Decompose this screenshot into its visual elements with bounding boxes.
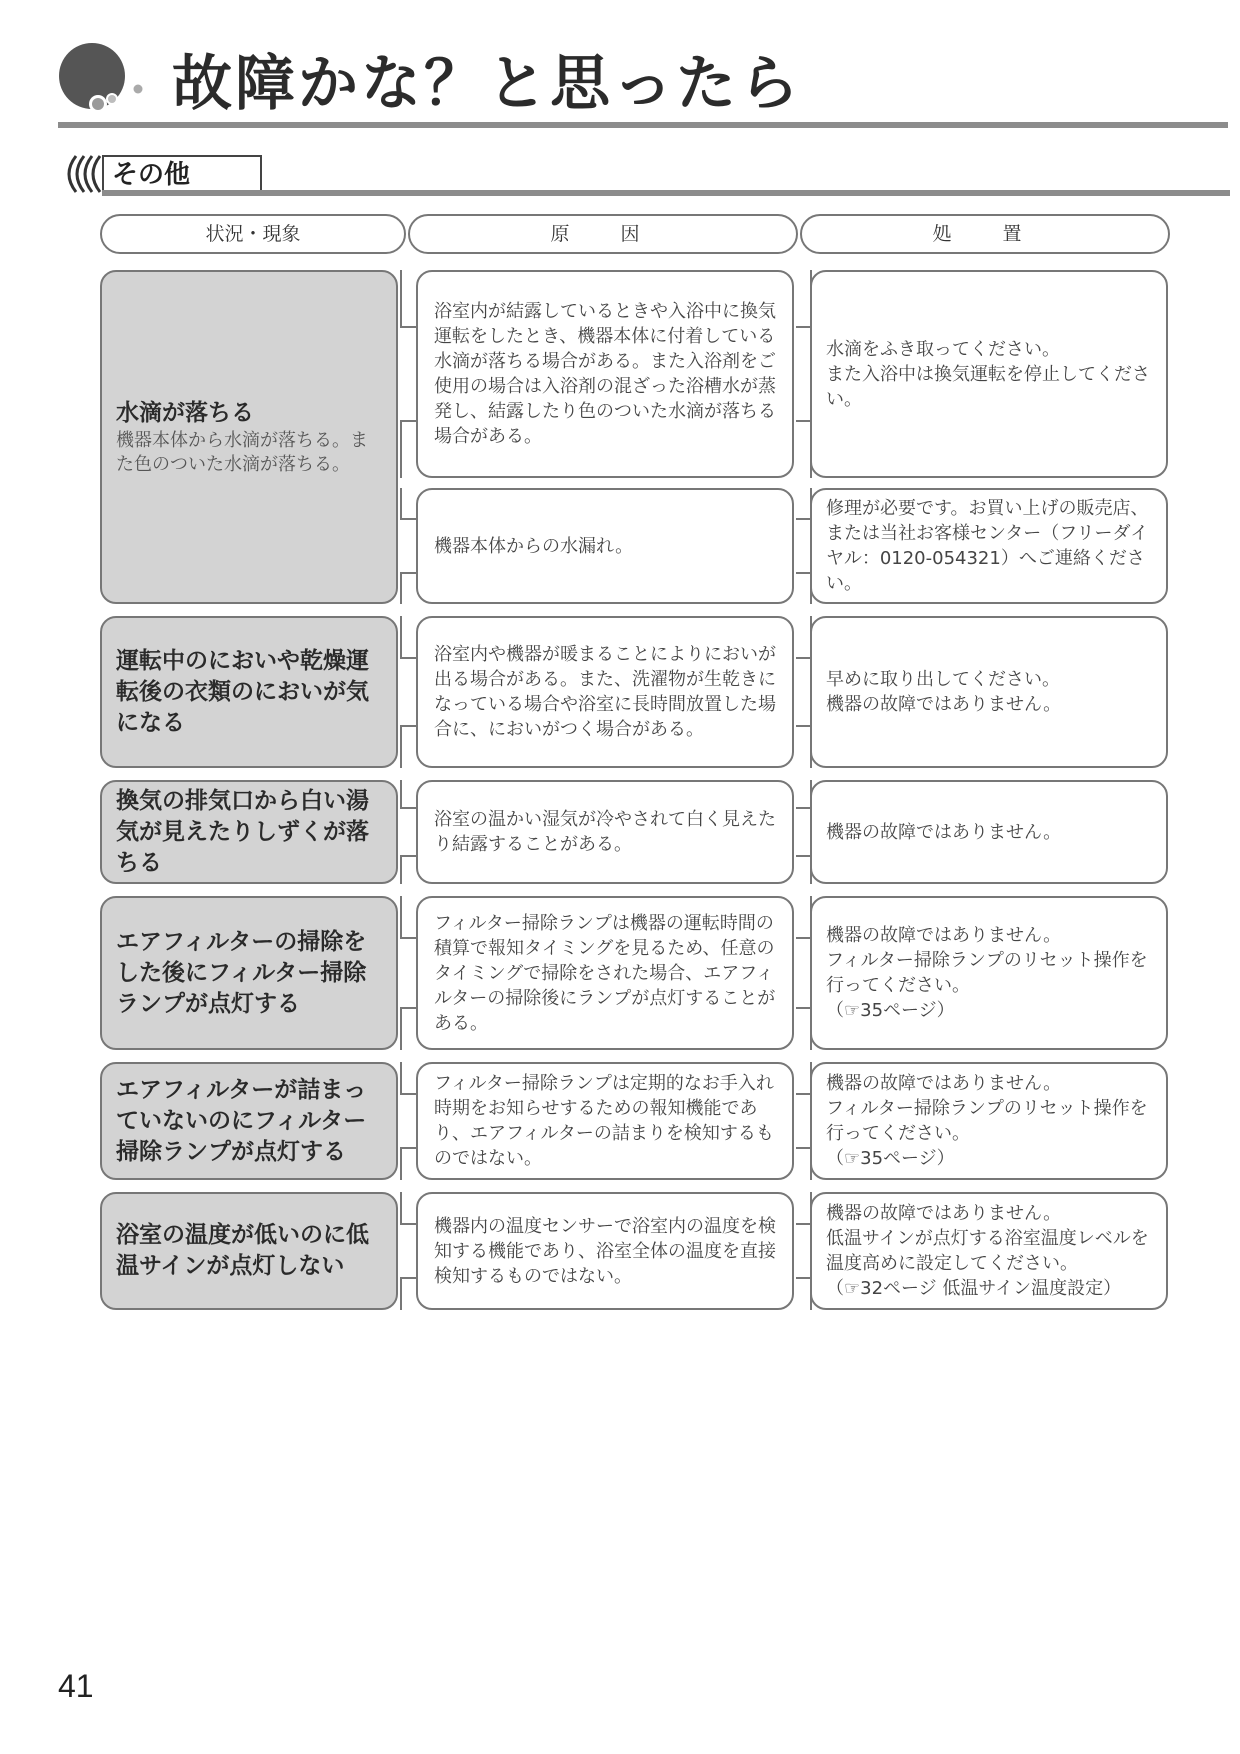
- page-title: 故障かな？と思ったら: [172, 49, 802, 119]
- cause-box: [416, 488, 794, 604]
- cause-box: [416, 616, 794, 768]
- symptom-title: エアフィルターの掃除をした後にフィルター掃除ランプが点灯する: [116, 928, 367, 1017]
- remedy-box: [810, 1192, 1168, 1310]
- cause-text: 浴室内が結露しているときや入浴中に換気運転をしたとき、機器本体に付着している水滴が落ちる場合がある。また入浴剤をご使用の場合は入浴剤の混ざった浴槽水が蒸発し、結露したり色のついた水滴が落ちる場合がある。: [434, 301, 776, 447]
- remedy-text: 機器の故障ではありません。: [826, 821, 1062, 843]
- symptom-box: [100, 616, 398, 768]
- title-divider: [58, 122, 1228, 128]
- symptom-box: [100, 1192, 398, 1310]
- remedy-text: 機器の故障ではありません。 フィルター掃除ランプのリセット操作を行ってください。 （☞35ページ）: [826, 1073, 1148, 1169]
- symptom-box: [100, 896, 398, 1050]
- cause-text: フィルター掃除ランプは定期的なお手入れ時期をお知らせするための報知機能であり、エアフィルターの詰まりを検知するものではない。: [434, 1073, 774, 1169]
- column-header-symptom: 状況・現象: [100, 214, 406, 254]
- bracket-left: [400, 616, 416, 768]
- cause-text: 浴室内や機器が暖まることによりにおいが出る場合がある。また、洗濯物が生乾きになっている場合や浴室に長時間放置した場合に、においがつく場合がある。: [434, 644, 776, 740]
- symptom-title: 水滴が落ちる: [116, 399, 254, 426]
- section-divider: [102, 190, 1230, 196]
- remedy-text: 機器の故障ではありません。 フィルター掃除ランプのリセット操作を行ってください。 （☞35ページ）: [826, 925, 1148, 1021]
- column-header-remedy: 処 置: [800, 214, 1170, 254]
- section-marker-icon: [58, 154, 108, 194]
- column-header-cause: 原 因: [408, 214, 798, 254]
- symptom-title: エアフィルターが詰まっていないのにフィルター掃除ランプが点灯する: [116, 1076, 367, 1165]
- remedy-text: 早めに取り出してください。 機器の故障ではありません。: [826, 669, 1062, 715]
- section-title: その他: [102, 155, 262, 191]
- remedy-text: 修理が必要です。お買い上げの販売店、または当社お客様センター（フリーダイヤル：0120-054321）へご連絡ください。: [826, 498, 1149, 594]
- bracket-left: [400, 1062, 416, 1180]
- title-bullet-icon: [58, 42, 148, 117]
- symptom-title: 運転中のにおいや乾燥運転後の衣類のにおいが気になる: [116, 647, 369, 736]
- remedy-box: [810, 616, 1168, 768]
- cause-box: [416, 1192, 794, 1310]
- cause-text: 機器本体からの水漏れ。: [434, 535, 634, 557]
- bracket-left: [400, 896, 416, 1050]
- remedy-box: [810, 1062, 1168, 1180]
- cause-text: 機器内の温度センサーで浴室内の温度を検知する機能であり、浴室全体の温度を直接検知するものではない。: [434, 1215, 776, 1287]
- symptom-detail: 機器本体から水滴が落ちる。また色のついた水滴が落ちる。: [116, 429, 368, 475]
- bracket-left: [400, 270, 416, 478]
- symptom-box: [100, 780, 398, 884]
- bracket-left: [400, 488, 416, 604]
- remedy-box: [810, 780, 1168, 884]
- cause-box: [416, 780, 794, 884]
- remedy-box: [810, 270, 1168, 478]
- remedy-text: 水滴をふき取ってください。 また入浴中は換気運転を停止してください。: [826, 338, 1150, 410]
- cause-box: [416, 896, 794, 1050]
- cause-box: [416, 270, 794, 478]
- cause-box: [416, 1062, 794, 1180]
- cause-text: フィルター掃除ランプは機器の運転時間の積算で報知タイミングを見るため、任意のタイミングで掃除をされた場合、エアフィルターの掃除後にランプが点灯することがある。: [434, 912, 776, 1034]
- symptom-box: [100, 270, 398, 604]
- symptom-title: 浴室の温度が低いのに低温サインが点灯しない: [116, 1222, 369, 1279]
- symptom-box: [100, 1062, 398, 1180]
- remedy-text: 機器の故障ではありません。 低温サインが点灯する浴室温度レベルを温度高めに設定してください。 （☞32ページ 低温サイン温度設定）: [826, 1203, 1149, 1299]
- bracket-left: [400, 780, 416, 884]
- remedy-box: [810, 896, 1168, 1050]
- page-number: 41: [58, 1668, 94, 1704]
- symptom-title: 換気の排気口から白い湯気が見えたりしずくが落ちる: [116, 787, 369, 876]
- section-header: [58, 152, 1178, 198]
- remedy-box: [810, 488, 1168, 604]
- cause-text: 浴室の温かい湿気が冷やされて白く見えたり結露することがある。: [434, 809, 776, 855]
- bracket-left: [400, 1192, 416, 1310]
